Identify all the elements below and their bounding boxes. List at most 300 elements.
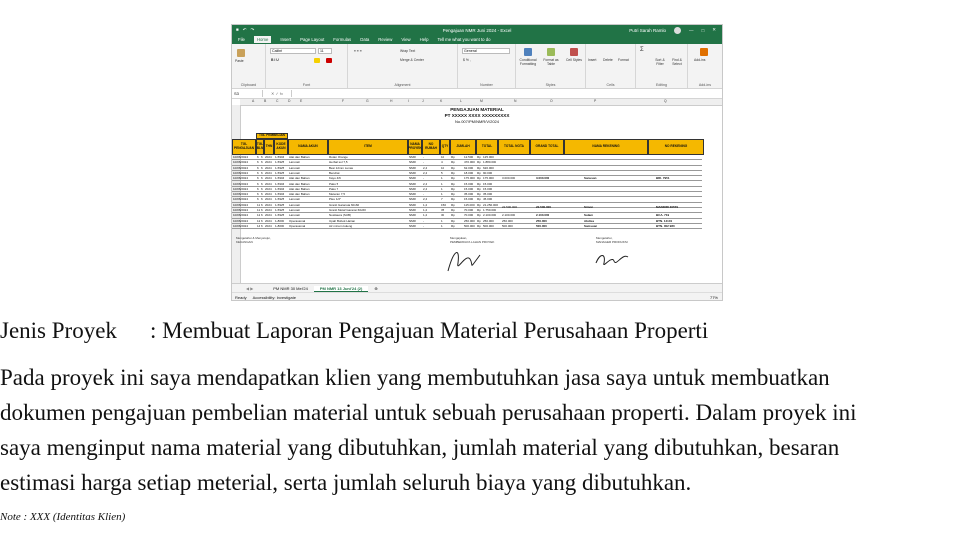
table-cell[interactable]: 1,2: [423, 208, 428, 212]
table-cell[interactable]: Rp: [451, 160, 455, 165]
table-cell[interactable]: 10: [441, 155, 445, 159]
table-cell[interactable]: 45.000: [483, 197, 493, 202]
sheet-nav-icon[interactable]: ◀ ▶: [246, 286, 254, 291]
find-select-button[interactable]: Find & Select: [672, 58, 682, 66]
table-cell[interactable]: 10/06/2024: [233, 218, 249, 223]
align-icon[interactable]: ≡ ≡ ≡: [354, 49, 362, 53]
editing-label: Editing: [656, 83, 667, 87]
table-cell[interactable]: 150: [441, 202, 447, 207]
table-cell[interactable]: Rp: [477, 176, 481, 181]
total-cell[interactable]: BTN. 14101: [656, 218, 673, 223]
insert-cells-button[interactable]: Insert: [588, 58, 597, 62]
autosum-icon[interactable]: Σ: [640, 47, 644, 53]
total-cell[interactable]: 2.100.000: [536, 213, 550, 218]
table-cell[interactable]: 6: [261, 160, 263, 165]
table-cell[interactable]: 1-5904: [275, 186, 285, 191]
column-header[interactable]: L: [460, 99, 462, 103]
avatar[interactable]: [674, 27, 681, 34]
fill-color-icon[interactable]: [314, 58, 320, 63]
column-header[interactable]: H: [390, 99, 393, 103]
table-cell[interactable]: 2024: [265, 176, 272, 181]
table-cell[interactable]: 6: [261, 165, 263, 170]
table-cell[interactable]: 2024: [265, 197, 272, 202]
table-header: TOTAL: [476, 139, 498, 155]
maximize-icon[interactable]: □: [701, 27, 705, 33]
table-cell[interactable]: NMR: [409, 165, 416, 170]
table-cell[interactable]: 2024: [265, 165, 272, 170]
table-cell[interactable]: Rp: [451, 155, 455, 159]
table-cell[interactable]: 6: [261, 223, 263, 228]
table-cell[interactable]: 1-5904: [275, 155, 285, 159]
table-cell[interactable]: 2024: [265, 208, 272, 212]
table-cell[interactable]: 2,4: [423, 186, 428, 191]
table-cell[interactable]: 2024: [265, 186, 272, 191]
table-cell[interactable]: Operasional: [289, 223, 306, 228]
column-header[interactable]: J: [422, 99, 424, 103]
table-cell[interactable]: 10/06/2024: [233, 197, 249, 202]
table-cell[interactable]: Alat dan Bahan: [289, 186, 310, 191]
table-cell[interactable]: 12.500: [464, 155, 474, 159]
redo-icon[interactable]: ↷: [250, 27, 255, 32]
table-cell[interactable]: 5: [441, 170, 443, 175]
total-cell[interactable]: BRI. 7951: [656, 176, 670, 181]
tell-me-search[interactable]: Tell me what you want to do: [437, 37, 491, 42]
table-cell[interactable]: -: [423, 176, 424, 181]
table-cell[interactable]: 115.000: [464, 202, 475, 207]
column-headers: [240, 99, 722, 106]
sheet-tab-1[interactable]: PM NMR 30 Mei'24: [273, 286, 308, 291]
table-cell[interactable]: 175.000: [464, 176, 475, 181]
table-cell[interactable]: 470.000: [464, 160, 475, 165]
table-cell[interactable]: Rp: [477, 218, 481, 223]
column-header[interactable]: O: [550, 99, 553, 103]
table-cell[interactable]: 175.000: [483, 176, 494, 181]
table-cell[interactable]: 1-5925: [275, 165, 285, 170]
table-cell[interactable]: Rp: [477, 223, 481, 228]
table-cell[interactable]: 12: [257, 213, 261, 218]
column-header[interactable]: A: [252, 99, 255, 103]
table-cell[interactable]: 70.000: [464, 213, 474, 218]
table-cell[interactable]: 6: [261, 202, 263, 207]
table-cell[interactable]: Lain-lain: [289, 202, 301, 207]
table-cell[interactable]: Granit Motaf Garansi 60x60: [329, 208, 366, 212]
table-cell[interactable]: 21.250.000: [483, 202, 499, 207]
table-cell[interactable]: 4: [441, 160, 443, 165]
table-cell[interactable]: NMR: [409, 155, 416, 159]
table-cell[interactable]: 1-8000: [275, 218, 285, 223]
save-icon[interactable]: ■: [236, 27, 239, 32]
table-cell[interactable]: Rp: [451, 181, 455, 186]
table-cell[interactable]: Rp: [477, 165, 481, 170]
table-cell[interactable]: 125.000: [483, 155, 494, 159]
table-cell[interactable]: 6: [261, 186, 263, 191]
total-cell[interactable]: Simon: [584, 205, 594, 210]
table-cell[interactable]: 6: [257, 165, 259, 170]
table-cell[interactable]: 2024: [265, 223, 272, 228]
currency-icon[interactable]: $ % ,: [463, 58, 471, 62]
table-cell[interactable]: 10/06/2024: [233, 160, 249, 165]
column-header[interactable]: Q: [664, 99, 667, 103]
accessibility-status[interactable]: Accessibility: Investigate: [252, 295, 296, 300]
table-cell[interactable]: Pleu 1/2": [329, 197, 342, 202]
table-cell[interactable]: 2,4: [423, 181, 428, 186]
table-cell[interactable]: 10/06/2024: [233, 176, 249, 181]
undo-icon[interactable]: ↶: [242, 27, 247, 32]
document-title: Pengajuan NMR Juni 2024 - Excel: [442, 27, 512, 33]
total-cell[interactable]: 22.500.000: [536, 205, 552, 210]
table-cell[interactable]: 1: [441, 176, 443, 181]
font-name-select[interactable]: Calibri: [270, 48, 316, 54]
table-cell[interactable]: 2024: [265, 218, 272, 223]
table-cell[interactable]: 2024: [265, 192, 272, 197]
table-cell[interactable]: 6: [261, 155, 263, 159]
table-cell[interactable]: 10/06/2024: [233, 170, 249, 175]
tab-formulas[interactable]: Formulas: [333, 37, 352, 42]
table-cell[interactable]: NMR: [409, 181, 416, 186]
tab-view[interactable]: View: [401, 37, 411, 42]
table-cell[interactable]: 30: [441, 213, 445, 218]
table-cell[interactable]: Lain-lain: [289, 213, 301, 218]
column-header[interactable]: G: [366, 99, 369, 103]
table-header: TGL PENGAJUAN: [232, 139, 256, 155]
sheet-tab-2[interactable]: PM NMR 13 Juni'24 (2): [314, 286, 369, 292]
table-cell[interactable]: 15.000: [464, 186, 474, 191]
table-cell[interactable]: Rp: [477, 192, 481, 197]
table-cell[interactable]: 35.000: [464, 192, 474, 197]
table-cell[interactable]: 11: [257, 208, 261, 212]
table-cell[interactable]: Rp: [451, 192, 455, 197]
table-cell[interactable]: Rp: [477, 181, 481, 186]
name-box[interactable]: S3: [232, 90, 263, 97]
table-cell[interactable]: 1-5925: [275, 202, 285, 207]
ribbon: [232, 44, 722, 89]
table-cell[interactable]: Besi 12mm Lunas: [329, 165, 354, 170]
paste-icon[interactable]: [237, 49, 245, 57]
column-header[interactable]: E: [300, 99, 303, 103]
format-cells-button[interactable]: Format: [618, 58, 629, 62]
table-cell[interactable]: 2024: [265, 155, 272, 159]
table-cell[interactable]: 1-5925: [275, 208, 285, 212]
table-cell[interactable]: Rotan Orange: [329, 155, 348, 159]
description-line: dokumen pengajuan pembelian material untuk sebuah perusahaan properti. Dalam proyek ini: [0, 400, 857, 425]
table-cell[interactable]: Granit Garansia 60x60: [329, 202, 360, 207]
table-header: NAMA REKENING: [564, 139, 648, 155]
table-cell[interactable]: 10/06/2024: [233, 165, 249, 170]
table-cell[interactable]: -: [423, 223, 424, 228]
total-cell[interactable]: 500.000: [502, 223, 513, 228]
table-cell[interactable]: 2,4: [423, 170, 428, 175]
table-cell[interactable]: 1-5904: [275, 192, 285, 197]
tab-data[interactable]: Data: [360, 37, 370, 42]
table-cell[interactable]: 70.000: [464, 208, 474, 212]
table-cell[interactable]: Rp: [451, 186, 455, 191]
total-cell[interactable]: Sanusan: [584, 176, 597, 181]
column-header[interactable]: D: [288, 99, 291, 103]
table-cell[interactable]: 6: [261, 170, 263, 175]
zoom-level[interactable]: 77%: [709, 295, 718, 300]
table-cell[interactable]: NMR: [409, 176, 416, 181]
conditional-formatting-label[interactable]: Conditional Formatting: [519, 58, 537, 66]
conditional-formatting-icon[interactable]: [524, 48, 532, 56]
format-table-label[interactable]: Format as Table: [543, 58, 559, 66]
table-cell[interactable]: Rp: [451, 176, 455, 181]
table-cell[interactable]: 10: [441, 165, 445, 170]
table-cell[interactable]: 1: [441, 223, 443, 228]
formula-bar: [232, 89, 722, 99]
table-cell[interactable]: Alat dan Bahan: [289, 155, 310, 159]
table-cell[interactable]: 11: [257, 202, 261, 207]
column-header[interactable]: B: [264, 99, 267, 103]
table-cell[interactable]: 15.000: [483, 181, 493, 186]
table-cell[interactable]: 6: [257, 170, 259, 175]
total-cell[interactable]: BTN. 002 980: [656, 223, 675, 228]
table-cell[interactable]: 12: [257, 218, 261, 223]
alignment-group: [348, 44, 458, 88]
table-cell[interactable]: Lain-lain: [289, 170, 301, 175]
total-cell[interactable]: 22.500.000: [502, 205, 518, 210]
table-cell[interactable]: Paku 7: [329, 186, 339, 191]
table-cell[interactable]: Rp: [451, 213, 455, 218]
table-cell[interactable]: Rp: [451, 202, 455, 207]
column-header[interactable]: C: [276, 99, 279, 103]
table-cell[interactable]: 10/06/2024: [233, 181, 249, 186]
table-cell[interactable]: Herbal sol 7,5: [329, 160, 348, 165]
table-cell[interactable]: 2,4: [423, 165, 428, 170]
table-cell[interactable]: 35.000: [483, 192, 493, 197]
table-cell[interactable]: 7: [441, 197, 443, 202]
table-cell[interactable]: 2024: [265, 181, 272, 186]
column-header[interactable]: I: [408, 99, 409, 103]
font-size-select[interactable]: 11: [318, 48, 332, 54]
table-cell[interactable]: 1: [441, 186, 443, 191]
table-cell[interactable]: 1,2: [423, 202, 428, 207]
alignment-label: Alignment: [394, 83, 411, 87]
table-cell[interactable]: 6: [261, 197, 263, 202]
table-cell[interactable]: Paku 5: [329, 181, 339, 186]
total-cell[interactable]: 500.000: [536, 223, 547, 228]
table-cell[interactable]: NMR: [409, 213, 416, 218]
table-cell[interactable]: 62.000: [464, 165, 474, 170]
table-cell[interactable]: 14: [257, 223, 261, 228]
tab-review[interactable]: Review: [378, 37, 393, 42]
table-cell[interactable]: 18.000: [464, 170, 474, 175]
table-cell[interactable]: Alat dan Bahan: [289, 181, 310, 186]
table-cell[interactable]: 10/06/2024: [233, 208, 249, 212]
column-header[interactable]: K: [440, 99, 443, 103]
table-cell[interactable]: Rp: [451, 223, 455, 228]
table-cell[interactable]: -: [423, 160, 424, 165]
total-cell[interactable]: 250.000: [502, 218, 513, 223]
worksheet-grid[interactable]: [232, 99, 722, 287]
table-cell[interactable]: 6: [257, 176, 259, 181]
table-cell[interactable]: Meteran 7,5: [329, 192, 346, 197]
table-cell[interactable]: 15.000: [483, 186, 493, 191]
table-cell[interactable]: 2.100.000: [483, 213, 497, 218]
table-cell[interactable]: 500.000: [483, 223, 494, 228]
table-cell[interactable]: 10/06/2024: [233, 186, 249, 191]
table-cell[interactable]: Rp: [477, 155, 481, 159]
table-cell[interactable]: Rp: [477, 186, 481, 191]
table-cell[interactable]: 6: [261, 218, 263, 223]
wrap-text-button[interactable]: Wrap Text: [400, 49, 416, 53]
total-cell[interactable]: Abdisa: [584, 218, 595, 223]
tab-help[interactable]: Help: [419, 37, 429, 42]
tab-file[interactable]: File: [238, 37, 245, 42]
table-cell[interactable]: Alat dan Bahan: [289, 176, 310, 181]
table-cell[interactable]: 1.750.000: [483, 208, 497, 212]
table-cell[interactable]: 250.000: [483, 218, 494, 223]
table-cell[interactable]: 6: [261, 208, 263, 212]
addins-button[interactable]: Add-ins: [694, 58, 706, 62]
formula-icons[interactable]: ✕ ✓ fx: [271, 91, 284, 96]
table-cell[interactable]: Rp: [451, 208, 455, 212]
table-cell[interactable]: Rp: [451, 170, 455, 175]
table-cell[interactable]: 6: [257, 160, 259, 165]
total-cell[interactable]: Samsuan: [584, 223, 598, 228]
table-cell[interactable]: 6: [257, 197, 259, 202]
table-cell[interactable]: 6: [257, 155, 259, 159]
font-color-icon[interactable]: [326, 58, 332, 63]
table-cell[interactable]: Rp: [477, 197, 481, 202]
table-cell[interactable]: NMR: [409, 192, 416, 197]
table-cell[interactable]: Lain-lain: [289, 208, 301, 212]
table-cell[interactable]: -: [423, 218, 424, 223]
table-cell[interactable]: Nosttaura (SUB): [329, 213, 352, 218]
total-cell[interactable]: BCA. 719: [656, 213, 670, 218]
table-header: JUMLAH: [450, 139, 476, 155]
table-cell[interactable]: Operasional: [289, 218, 306, 223]
table-cell[interactable]: 10/06/2024: [233, 223, 249, 228]
table-cell[interactable]: 2024: [265, 170, 272, 175]
merge-center-button[interactable]: Merge & Center: [400, 58, 424, 62]
table-cell[interactable]: 2024: [265, 213, 272, 218]
table-cell[interactable]: -: [423, 192, 424, 197]
table-cell[interactable]: 6: [261, 192, 263, 197]
table-cell[interactable]: 6: [261, 213, 263, 218]
table-cell[interactable]: 250.000: [464, 218, 475, 223]
table-cell[interactable]: 1,2: [423, 213, 428, 218]
tab-insert[interactable]: Insert: [280, 37, 292, 42]
addins-icon[interactable]: [700, 48, 708, 56]
total-cell[interactable]: 3.000.000: [536, 176, 550, 181]
table-cell[interactable]: 620.000: [483, 165, 494, 170]
formula-input[interactable]: [291, 90, 722, 97]
sign-middle: Mengajukan, PEMBERDAYA LAHAN PROYEK: [450, 236, 495, 244]
total-cell[interactable]: 250.000: [536, 218, 547, 223]
table-cell[interactable]: 1-5925: [275, 197, 285, 202]
table-cell[interactable]: 15.000: [464, 197, 474, 202]
table-cell[interactable]: Rp: [477, 170, 481, 175]
table-cell[interactable]: Rp: [477, 213, 481, 218]
add-sheet-icon[interactable]: ⊕: [374, 286, 378, 291]
table-cell[interactable]: 1-5925: [275, 160, 285, 165]
table-cell[interactable]: 1: [441, 192, 443, 197]
total-cell[interactable]: MANDIRI 30579: [656, 205, 679, 210]
table-cell[interactable]: Lain-lain: [289, 197, 301, 202]
table-cell[interactable]: Alat dan Bahan: [289, 192, 310, 197]
table-cell[interactable]: 1-5904: [275, 181, 285, 186]
table-cell[interactable]: Upah Bobok Harian: [329, 218, 356, 223]
cell-styles-icon[interactable]: [570, 48, 578, 56]
table-cell[interactable]: Lain-lain: [289, 165, 301, 170]
table-cell[interactable]: 2,4: [423, 197, 428, 202]
table-cell[interactable]: 10/06/2024: [233, 202, 249, 207]
column-header[interactable]: M: [480, 99, 483, 103]
tab-page-layout[interactable]: Page Layout: [300, 37, 325, 42]
table-cell[interactable]: NMR: [409, 218, 416, 223]
table-cell[interactable]: NMR: [409, 208, 416, 212]
sort-filter-button[interactable]: Sort & Filter: [655, 58, 665, 66]
column-header[interactable]: F: [342, 99, 345, 103]
table-cell[interactable]: 1-5925: [275, 213, 285, 218]
table-cell[interactable]: 35: [441, 208, 445, 212]
bold-icon[interactable]: B I U: [271, 58, 279, 62]
table-cell[interactable]: 6: [257, 181, 259, 186]
table-cell[interactable]: 15.000: [464, 181, 474, 186]
total-cell[interactable]: 2.100.000: [502, 213, 516, 218]
total-cell[interactable]: Sulam: [584, 213, 594, 218]
column-header[interactable]: P: [594, 99, 597, 103]
table-cell[interactable]: NMR: [409, 186, 416, 191]
table-cell[interactable]: Lain-lain: [289, 160, 301, 165]
table-cell[interactable]: 1-5904: [275, 176, 285, 181]
sheet-title: PENGAJUAN MATERIAL: [450, 107, 504, 112]
table-cell[interactable]: 6: [257, 186, 259, 191]
total-cell[interactable]: 3.000.000: [502, 176, 516, 181]
table-cell[interactable]: Rp: [451, 197, 455, 202]
table-cell[interactable]: Kayu 4/6: [329, 176, 341, 181]
table-cell[interactable]: 10/06/2024: [233, 155, 249, 159]
table-cell[interactable]: NMR: [409, 170, 416, 175]
table-cell[interactable]: Bendrat: [329, 170, 340, 175]
table-cell[interactable]: Rp: [451, 218, 455, 223]
table-cell[interactable]: 2024: [265, 160, 272, 165]
table-cell[interactable]: 90.000: [483, 170, 493, 175]
table-cell[interactable]: NMR: [409, 223, 416, 228]
cell-styles-label[interactable]: Cell Styles: [565, 58, 583, 62]
table-cell[interactable]: Rp: [477, 160, 481, 165]
format-table-icon[interactable]: [547, 48, 555, 56]
table-cell[interactable]: 1-5925: [275, 170, 285, 175]
table-cell[interactable]: 500.000: [464, 223, 475, 228]
table-cell[interactable]: 1.880.000: [483, 160, 497, 165]
column-header[interactable]: N: [514, 99, 517, 103]
styles-label: Styles: [545, 83, 556, 87]
delete-cells-button[interactable]: Delete: [603, 58, 613, 62]
table-cell[interactable]: NMR: [409, 202, 416, 207]
table-cell[interactable]: 6: [261, 176, 263, 181]
close-icon[interactable]: ✕: [712, 27, 716, 32]
table-cell[interactable]: Rp: [477, 202, 481, 207]
table-cell[interactable]: 6: [257, 192, 259, 197]
table-cell[interactable]: 1: [441, 181, 443, 186]
number-format-select[interactable]: General: [462, 48, 510, 54]
tab-home[interactable]: Home: [254, 36, 271, 43]
table-cell[interactable]: Rp: [477, 208, 481, 212]
table-cell[interactable]: 1: [441, 218, 443, 223]
table-cell[interactable]: 2024: [265, 202, 272, 207]
minimize-icon[interactable]: —: [689, 27, 694, 33]
table-cell[interactable]: Rp: [451, 165, 455, 170]
table-cell[interactable]: 10/06/2024: [233, 192, 249, 197]
table-cell[interactable]: Air minum kuleng: [329, 223, 353, 228]
table-cell[interactable]: NMR: [409, 197, 416, 202]
table-cell[interactable]: -: [423, 155, 424, 159]
table-cell[interactable]: 10/06/2024: [233, 213, 249, 218]
table-cell[interactable]: 6: [261, 181, 263, 186]
table-cell[interactable]: NMR: [409, 160, 416, 165]
table-cell[interactable]: 1-8000: [275, 223, 285, 228]
